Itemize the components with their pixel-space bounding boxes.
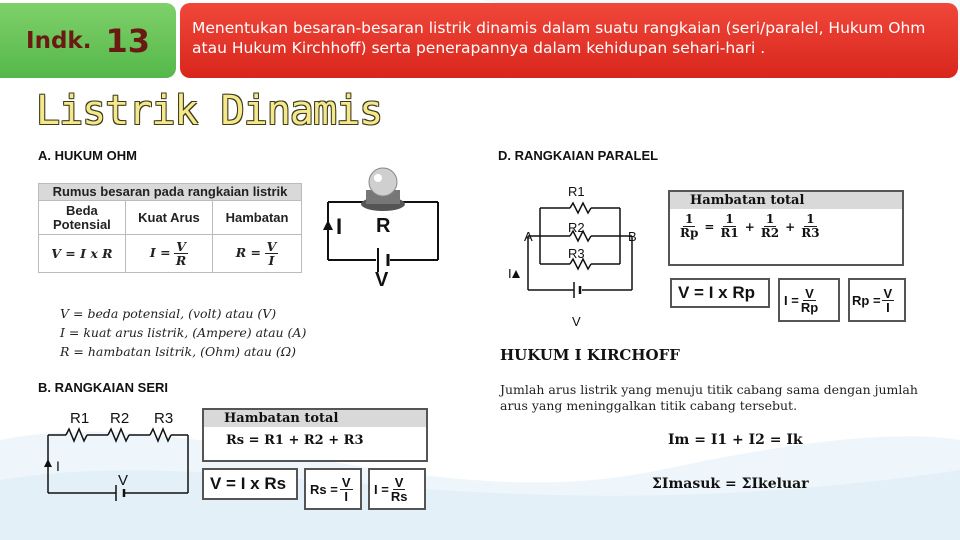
- series-rs-formula: [304, 468, 362, 510]
- column-header: Kuat Arus: [125, 201, 212, 235]
- parallel-total-box: [668, 190, 904, 266]
- formula-r-num: V: [266, 239, 277, 254]
- ohm-resistor-label: R: [376, 215, 391, 237]
- formula-i-lhs: I =: [149, 244, 171, 260]
- header-text: Menentukan besaran-besaran listrik dinamis dalam suatu rangkaian (seri/paralel, Hukum Ohm atau Hukum Kirchhoff) serta penerapannya dalam kehidupan sehari-hari .: [192, 19, 926, 57]
- ohm-table-title: Rumus besaran pada rangkaian listrik: [39, 184, 302, 201]
- section-heading-seri: B. RANGKAIAN SERI: [38, 380, 169, 395]
- ohm-current-label: I: [336, 214, 343, 239]
- series-total-formula: Rs = R1 + R2 + R3: [226, 433, 364, 448]
- term-num: 1: [765, 212, 775, 226]
- ohm-formula-table: [38, 183, 302, 273]
- term-num: 1: [725, 212, 734, 226]
- header-banner: [180, 3, 958, 78]
- lightbulb-icon: [361, 168, 405, 211]
- parallel-i-formula: [778, 278, 840, 322]
- series-r2-label: R2: [110, 410, 130, 427]
- column-header: Hambatan: [213, 201, 302, 235]
- parallel-circuit-diagram: [500, 178, 660, 333]
- formula-i-num: V: [176, 239, 186, 254]
- series-voltage-label: V: [118, 472, 129, 489]
- series-i-den: Rs: [390, 488, 408, 504]
- kirchoff-equation: Im = I1 + I2 = Ik: [668, 432, 803, 448]
- term-den: R2: [760, 226, 780, 240]
- series-r1-label: R1: [70, 410, 90, 427]
- term-den: Rp: [680, 226, 699, 240]
- parallel-rp-formula: [848, 278, 906, 322]
- parallel-rp-lhs: Rp =: [852, 292, 881, 308]
- parallel-total-formula: [670, 209, 902, 244]
- indicator-label: Indk.: [26, 27, 92, 54]
- term-den: R1: [720, 226, 739, 240]
- kirchoff-title: HUKUM I KIRCHOFF: [500, 346, 680, 364]
- term-num: 1: [806, 212, 815, 226]
- section-heading-paralel: D. RANGKAIAN PARALEL: [498, 148, 659, 163]
- formula-r-den: I: [268, 253, 275, 268]
- definition-line: R = hambatan lsitrik, (Ohm) atau (Ω): [60, 344, 297, 359]
- parallel-node-b: B: [628, 229, 637, 244]
- series-current-label: I: [56, 458, 60, 474]
- term-num: 1: [685, 212, 694, 226]
- formula-v: V = I x R: [51, 246, 113, 261]
- parallel-r2-label: R2: [568, 220, 585, 235]
- series-rs-lhs: Rs =: [310, 481, 338, 497]
- series-i-formula: [368, 468, 426, 510]
- ohm-circuit-diagram: [318, 160, 448, 290]
- definition-line: V = beda potensial, (volt) atau (V): [60, 306, 277, 321]
- series-total-box: [202, 408, 428, 462]
- parallel-node-a: A: [524, 229, 533, 244]
- series-rs-num: V: [341, 474, 351, 490]
- indicator-badge: [0, 3, 176, 78]
- parallel-box-title: Hambatan total: [670, 192, 902, 209]
- parallel-r1-label: R1: [568, 184, 585, 199]
- indicator-number: 13: [105, 21, 150, 60]
- series-r3-label: R3: [154, 410, 174, 427]
- series-i-num: V: [394, 474, 404, 490]
- section-heading-ohm: A. HUKUM OHM: [38, 148, 137, 163]
- kirchoff-sum-equation: ΣImasuk = ΣIkeluar: [652, 476, 809, 492]
- plus-sign: +: [785, 219, 796, 234]
- parallel-rp-num: V: [883, 285, 893, 301]
- series-i-lhs: I =: [374, 481, 389, 497]
- parallel-r3-label: R3: [568, 246, 585, 261]
- series-ohm-formula: V = I x Rs: [202, 468, 298, 500]
- formula-r-lhs: R =: [235, 244, 261, 260]
- definition-line: I = kuat arus listrik, (Ampere) atau (A): [60, 325, 307, 340]
- page-title: Listrik Dinamis: [36, 88, 383, 134]
- ohm-definitions: [60, 304, 306, 361]
- series-circuit-diagram: [40, 405, 195, 505]
- formula-i-den: R: [175, 253, 187, 268]
- ohm-voltage-label: V: [375, 269, 389, 290]
- plus-sign: +: [744, 219, 755, 234]
- parallel-i-num: V: [805, 285, 814, 301]
- equals-sign: =: [704, 219, 715, 234]
- parallel-current-label: I: [508, 266, 512, 281]
- column-header: Beda Potensial: [39, 201, 126, 235]
- term-den: R3: [801, 226, 820, 240]
- kirchoff-statement: Jumlah arus listrik yang menuju titik cabang sama dengan jumlah arus yang meninggalkan titik cabang tersebut.: [500, 382, 918, 413]
- parallel-rp-den: I: [886, 299, 890, 315]
- parallel-voltage-label: V: [572, 314, 581, 329]
- series-box-title: Hambatan total: [204, 410, 426, 427]
- parallel-i-den: Rp: [800, 299, 819, 315]
- series-rs-den: I: [344, 488, 348, 504]
- parallel-i-lhs: I =: [784, 292, 799, 308]
- parallel-ohm-formula: V = I x Rp: [670, 278, 770, 308]
